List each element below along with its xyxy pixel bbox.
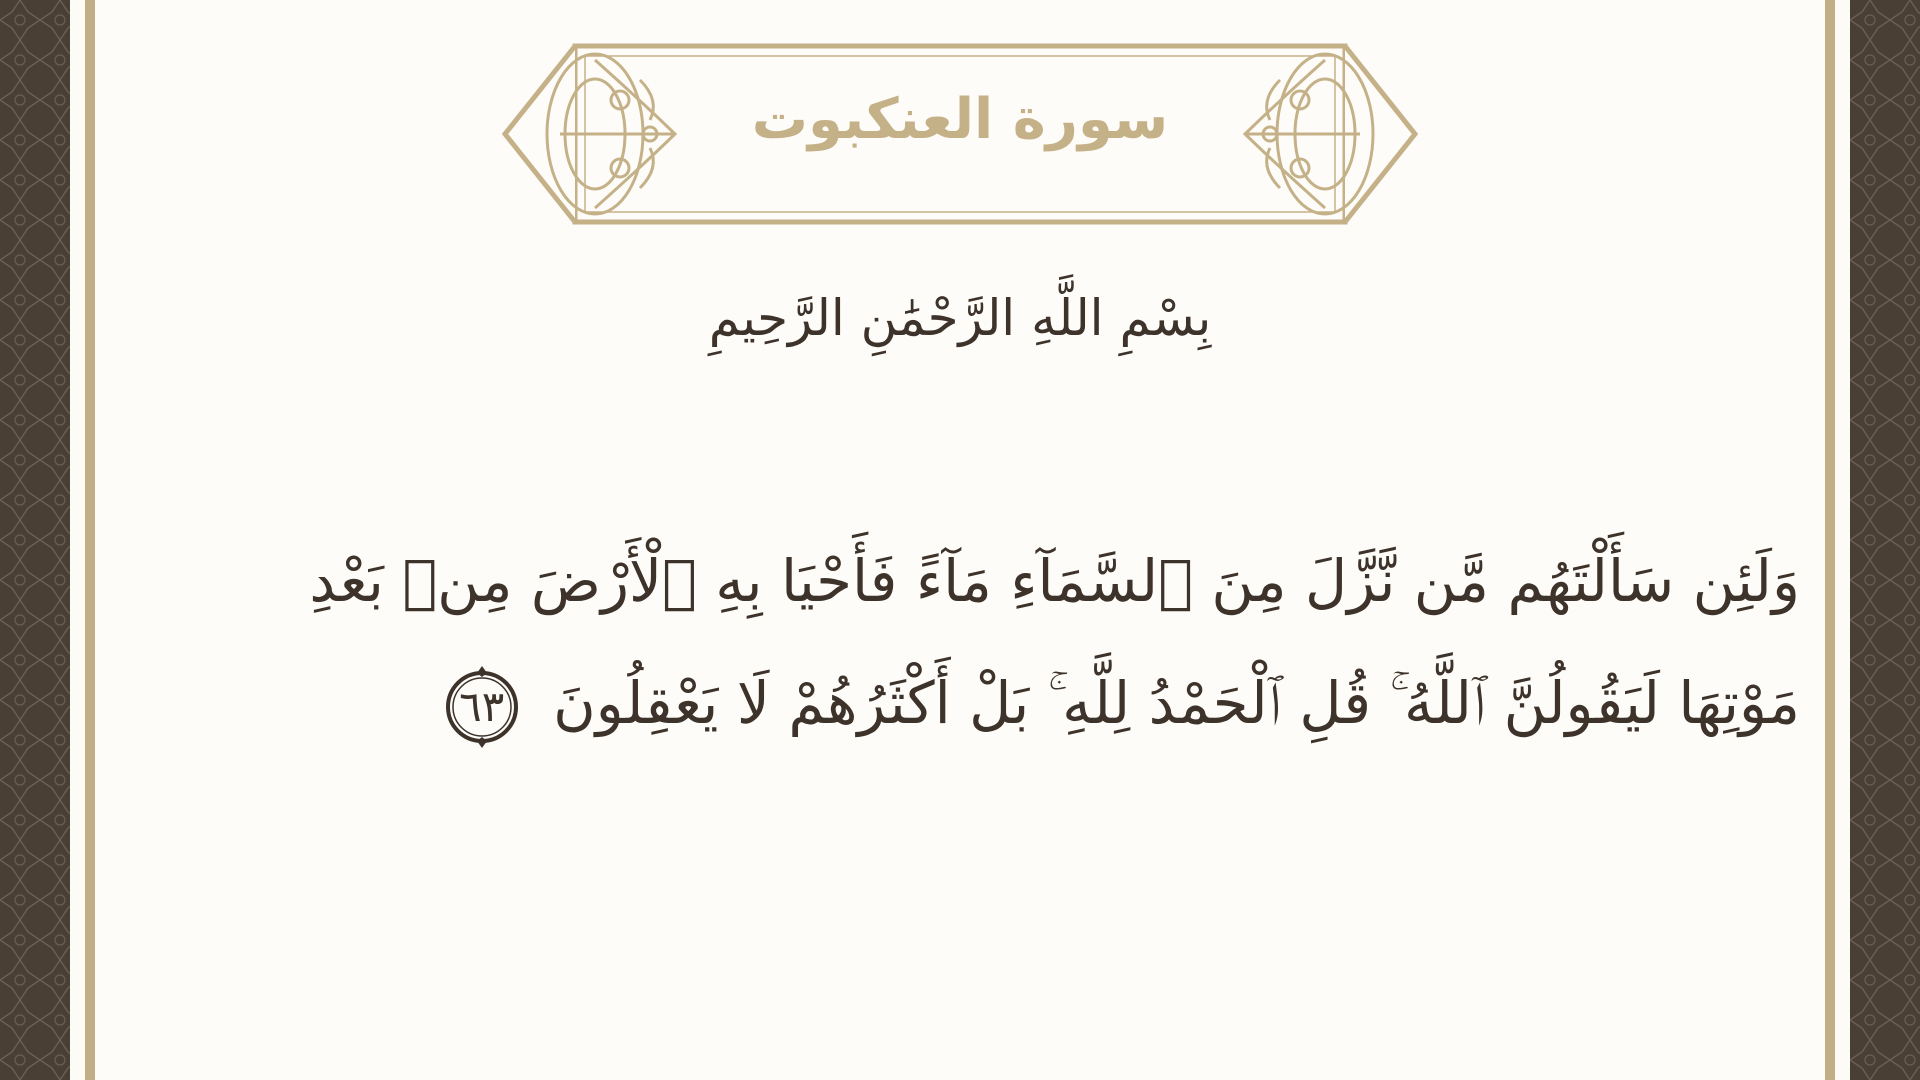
surah-title: سورة العنكبوت xyxy=(751,87,1169,152)
verse-line-2 xyxy=(270,642,1800,764)
verse-text xyxy=(270,520,1800,764)
verse-line-1: وَلَئِن سَأَلْتَهُم مَّن نَّزَّلَ مِنَ ٱلسَّمَآءِ مَآءً فَأَحْيَا بِهِ ٱلْأَرْضَ مِنۢ بَعْدِ xyxy=(309,547,1800,615)
right-gold-rule xyxy=(1825,0,1835,1080)
left-gold-rule xyxy=(85,0,95,1080)
verse-line-2-text: مَوْتِهَا لَيَقُولُنَّ ٱللَّهُ ۚ قُلِ ٱلْحَمْدُ لِلَّهِ ۚ بَلْ أَكْثَرُهُمْ لَا يَعْقِلُونَ xyxy=(553,669,1800,737)
ayah-number: ٦٣ xyxy=(459,681,505,731)
right-ornamental-border xyxy=(1850,0,1920,1080)
left-ornamental-border xyxy=(0,0,70,1080)
ayah-end-marker xyxy=(439,664,525,750)
basmala: بِسْمِ اللَّهِ الرَّحْمَٰنِ الرَّحِيمِ xyxy=(708,289,1212,347)
surah-title-frame xyxy=(500,40,1420,230)
